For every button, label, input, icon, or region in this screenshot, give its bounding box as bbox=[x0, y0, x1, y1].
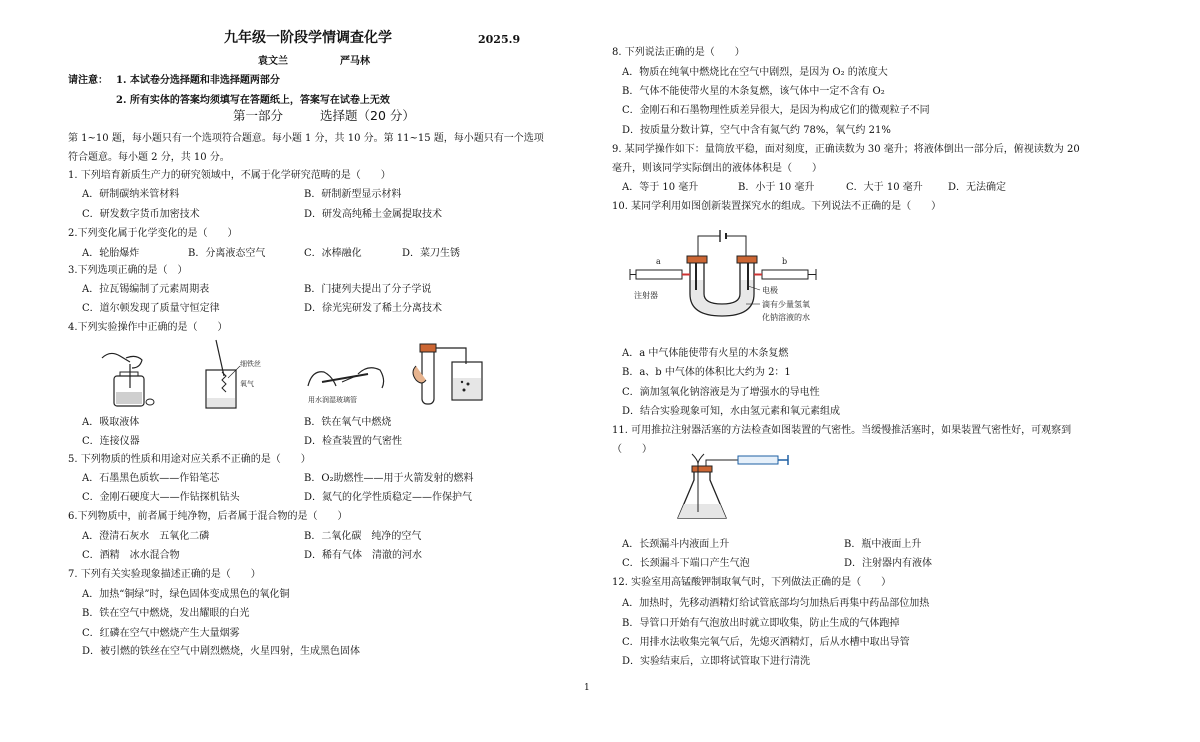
q9-option-d: D．无法确定 bbox=[948, 182, 1007, 193]
q2-option-c: C．冰棒融化 bbox=[304, 248, 362, 259]
q11-stem-2: （ ） bbox=[612, 444, 652, 455]
q7-option-d: D．被引燃的铁丝在空气中剧烈燃烧，火星四射，生成黑色固体 bbox=[82, 646, 361, 657]
q3-option-c: C．道尔顿发现了质量守恒定律 bbox=[82, 303, 220, 314]
q10-stem: 10. 某同学利用如图创新装置探究水的组成。下列说法不正确的是（ ） bbox=[612, 201, 942, 212]
q10-label-syringe: 注射器 bbox=[634, 291, 658, 300]
q7-option-b: B．铁在空气中燃烧，发出耀眼的白光 bbox=[82, 608, 250, 619]
q12-option-b: B．导管口开始有气泡放出时就立即收集，防止生成的气体跑掉 bbox=[622, 618, 900, 629]
q3-option-d: D．徐光宪研发了稀土分离技术 bbox=[304, 303, 443, 314]
q4-label-iron-wire: 细铁丝 bbox=[240, 360, 261, 368]
author-2: 严马林 bbox=[340, 56, 370, 67]
q4-option-d: D．检查装置的气密性 bbox=[304, 436, 403, 447]
notice-1: 1. 本试卷分选择题和非选择题两部分 bbox=[116, 75, 280, 86]
q3-stem: 3.下列选项正确的是（ ） bbox=[68, 265, 188, 276]
q4-figure-d bbox=[410, 342, 502, 414]
q9-option-a: A．等于 10 毫升 bbox=[622, 182, 699, 193]
q6-stem: 6.下列物质中，前者属于纯净物，后者属于混合物的是（ ） bbox=[68, 511, 348, 522]
q1-option-c: C．研发数字货币加密技术 bbox=[82, 209, 200, 220]
exam-title: 九年级一阶段学情调查化学 bbox=[224, 30, 392, 46]
q8-stem: 8. 下列说法正确的是（ ） bbox=[612, 47, 745, 58]
q5-option-c: C．金刚石硬度大——作钻探机钻头 bbox=[82, 492, 240, 503]
q6-option-a: A．澄清石灰水 五氧化二磷 bbox=[82, 531, 210, 542]
q4-option-c: C．连接仪器 bbox=[82, 436, 140, 447]
q2-option-d: D．菜刀生锈 bbox=[402, 248, 461, 259]
q2-option-a: A．轮胎爆炸 bbox=[82, 248, 140, 259]
q10-label-a: a bbox=[656, 257, 661, 266]
q1-option-b: B．研制新型显示材料 bbox=[304, 189, 402, 200]
q10-option-c: C．滴加氢氧化钠溶液是为了增强水的导电性 bbox=[622, 387, 820, 398]
q4-figure-c bbox=[302, 352, 398, 408]
section-instruction-1: 第 1~10 题，每小题只有一个选项符合题意。每小题 1 分，共 10 分。第 11~15 题，每小题只有一个选项 bbox=[68, 133, 544, 144]
q10-option-a: A．a 中气体能使带有火星的木条复燃 bbox=[622, 348, 789, 359]
q4-label-oxygen: 氧气 bbox=[240, 380, 254, 388]
q11-apparatus-figure bbox=[674, 454, 794, 526]
q7-option-a: A．加热“铜绿”时，绿色固体变成黑色的氧化铜 bbox=[82, 589, 290, 600]
q5-option-a: A．石墨黑色质软——作铅笔芯 bbox=[82, 473, 220, 484]
q7-option-c: C．红磷在空气中燃烧产生大量烟雾 bbox=[82, 628, 240, 639]
section-name: 选择题（20 分） bbox=[320, 108, 415, 123]
q5-stem: 5. 下列物质的性质和用途对应关系不正确的是（ ） bbox=[68, 454, 311, 465]
exam-date: 2025.9 bbox=[478, 33, 521, 46]
q4-stem: 4.下列实验操作中正确的是（ ） bbox=[68, 322, 228, 333]
author-1: 袁文兰 bbox=[258, 56, 288, 67]
q8-option-c: C．金刚石和石墨物理性质差异很大，是因为构成它们的微观粒子不同 bbox=[622, 105, 930, 116]
q6-option-c: C．酒精 冰水混合物 bbox=[82, 550, 180, 561]
q11-option-c: C．长颈漏斗下端口产生气泡 bbox=[622, 558, 750, 569]
notice-label: 请注意： bbox=[68, 75, 108, 86]
q10-electrolysis-figure bbox=[630, 220, 830, 332]
q3-option-a: A．拉瓦锡编制了元素周期表 bbox=[82, 284, 210, 295]
q9-option-b: B．小于 10 毫升 bbox=[738, 182, 815, 193]
q10-label-electrode: 电极 bbox=[762, 286, 778, 295]
q11-stem-1: 11. 可用推拉注射器活塞的方法检查如图装置的气密性。当缓慢推活塞时，如果装置气密性好，可观察到 bbox=[612, 425, 1072, 436]
q3-option-b: B．门捷列夫提出了分子学说 bbox=[304, 284, 432, 295]
q9-option-c: C．大于 10 毫升 bbox=[846, 182, 923, 193]
q1-option-d: D．研发高纯稀土金属提取技术 bbox=[304, 209, 443, 220]
notice-2: 2. 所有实体的答案均须填写在答题纸上，答案写在试卷上无效 bbox=[116, 95, 390, 106]
section-instruction-2: 符合题意。每小题 2 分，共 10 分。 bbox=[68, 152, 230, 163]
q7-stem: 7. 下列有关实验现象描述正确的是（ ） bbox=[68, 569, 261, 580]
q4-option-b: B．铁在氧气中燃烧 bbox=[304, 417, 392, 428]
q9-stem-1: 9. 某同学操作如下：量筒放平稳，面对刻度，正确读数为 30 毫升；将液体倒出一部分后，俯视读数为 20 bbox=[612, 144, 1080, 155]
q10-option-b: B．a、b 中气体的体积比大约为 2：1 bbox=[622, 367, 791, 378]
q5-option-b: B．O₂助燃性——用于火箭发射的燃料 bbox=[304, 473, 474, 484]
q12-option-d: D．实验结束后，立即将试管取下进行清洗 bbox=[622, 656, 811, 667]
q2-stem: 2.下列变化属于化学变化的是（ ） bbox=[68, 228, 238, 239]
page-number: 1 bbox=[584, 683, 590, 693]
q4-figure-a bbox=[96, 340, 156, 412]
q10-label-b: b bbox=[782, 257, 788, 266]
q12-option-c: C．用排水法收集完氧气后，先熄灭酒精灯，后从水槽中取出导管 bbox=[622, 637, 910, 648]
q12-option-a: A．加热时，先移动酒精灯给试管底部均匀加热后再集中药品部位加热 bbox=[622, 598, 930, 609]
q6-option-d: D．稀有气体 清澈的河水 bbox=[304, 550, 423, 561]
q4-figure-b bbox=[192, 336, 272, 412]
q11-option-d: D．注射器内有液体 bbox=[844, 558, 933, 569]
q5-option-d: D．氮气的化学性质稳定——作保护气 bbox=[304, 492, 473, 503]
q12-stem: 12. 实验室用高锰酸钾制取氧气时，下列做法正确的是（ ） bbox=[612, 577, 892, 588]
q4-label-wet-tube: 用水润湿玻璃管 bbox=[308, 396, 357, 404]
q8-option-a: A．物质在纯氧中燃烧比在空气中剧烈，是因为 O₂ 的浓度大 bbox=[622, 67, 888, 78]
q11-option-a: A．长颈漏斗内液面上升 bbox=[622, 539, 730, 550]
q11-option-b: B．瓶中液面上升 bbox=[844, 539, 922, 550]
q8-option-b: B．气体不能使带火星的木条复燃，该气体中一定不含有 O₂ bbox=[622, 86, 885, 97]
section-part: 第一部分 bbox=[233, 108, 284, 123]
q10-label-water-1: 滴有少量氢氧 bbox=[762, 300, 810, 309]
q6-option-b: B．二氧化碳 纯净的空气 bbox=[304, 531, 422, 542]
q1-option-a: A．研制碳纳米管材料 bbox=[82, 189, 180, 200]
q4-option-a: A．吸取液体 bbox=[82, 417, 140, 428]
q8-option-d: D．按质量分数计算，空气中含有氮气约 78%，氧气约 21% bbox=[622, 125, 891, 136]
q10-label-water-2: 化钠溶液的水 bbox=[762, 313, 810, 322]
q9-stem-2: 毫升，则该同学实际倒出的液体体积是（ ） bbox=[612, 163, 822, 174]
q2-option-b: B．分离液态空气 bbox=[188, 248, 266, 259]
q10-option-d: D．结合实验现象可知，水由氢元素和氧元素组成 bbox=[622, 406, 841, 417]
q1-stem: 1. 下列培育新质生产力的研究领域中，不属于化学研究范畴的是（ ） bbox=[68, 170, 391, 181]
